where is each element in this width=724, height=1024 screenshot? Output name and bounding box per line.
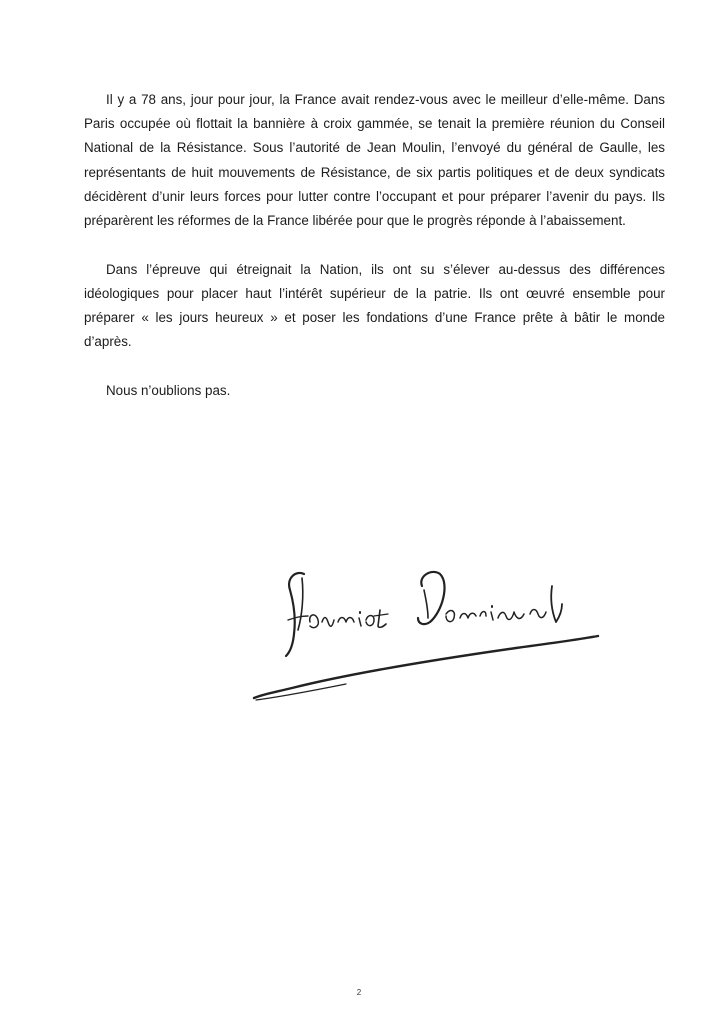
paragraph-national-unity: Dans l’épreuve qui étreignait la Nation, ils ont su s’élever au-dessus des différences idéologiques pour placer haut l’intérêt supérieur de la patrie. Ils ont œuvré ensemble pour préparer « les jours heureux » et poser les fondations d’une France prête à bâtir le monde d’après.	[84, 261, 665, 350]
page-number: 2	[356, 988, 362, 997]
letter-body	[84, 88, 665, 403]
handwritten-signature-icon	[246, 556, 606, 716]
paragraph-cnr-history: Il y a 78 ans, jour pour jour, la France avait rendez-vous avec le meilleur d’elle-même. Dans Paris occupée où flottait la bannière à croix gammée, se tenait la première réunion du Conseil National de la Résistance. Sous l’autorité de Jean Moulin, l’envoyé du général de Gaulle, les représentants de huit mouvements de Résistance, de six partis politiques et de deux syndicats décidèrent d’unir leurs forces pour lutter contre l’occupant et pour préparer l’avenir du pays. Ils préparèrent les réformes de la France libérée pour que le progrès réponde à l’abaissement.	[84, 92, 665, 229]
paragraph-remembrance: Nous n’oublions pas.	[106, 383, 231, 399]
